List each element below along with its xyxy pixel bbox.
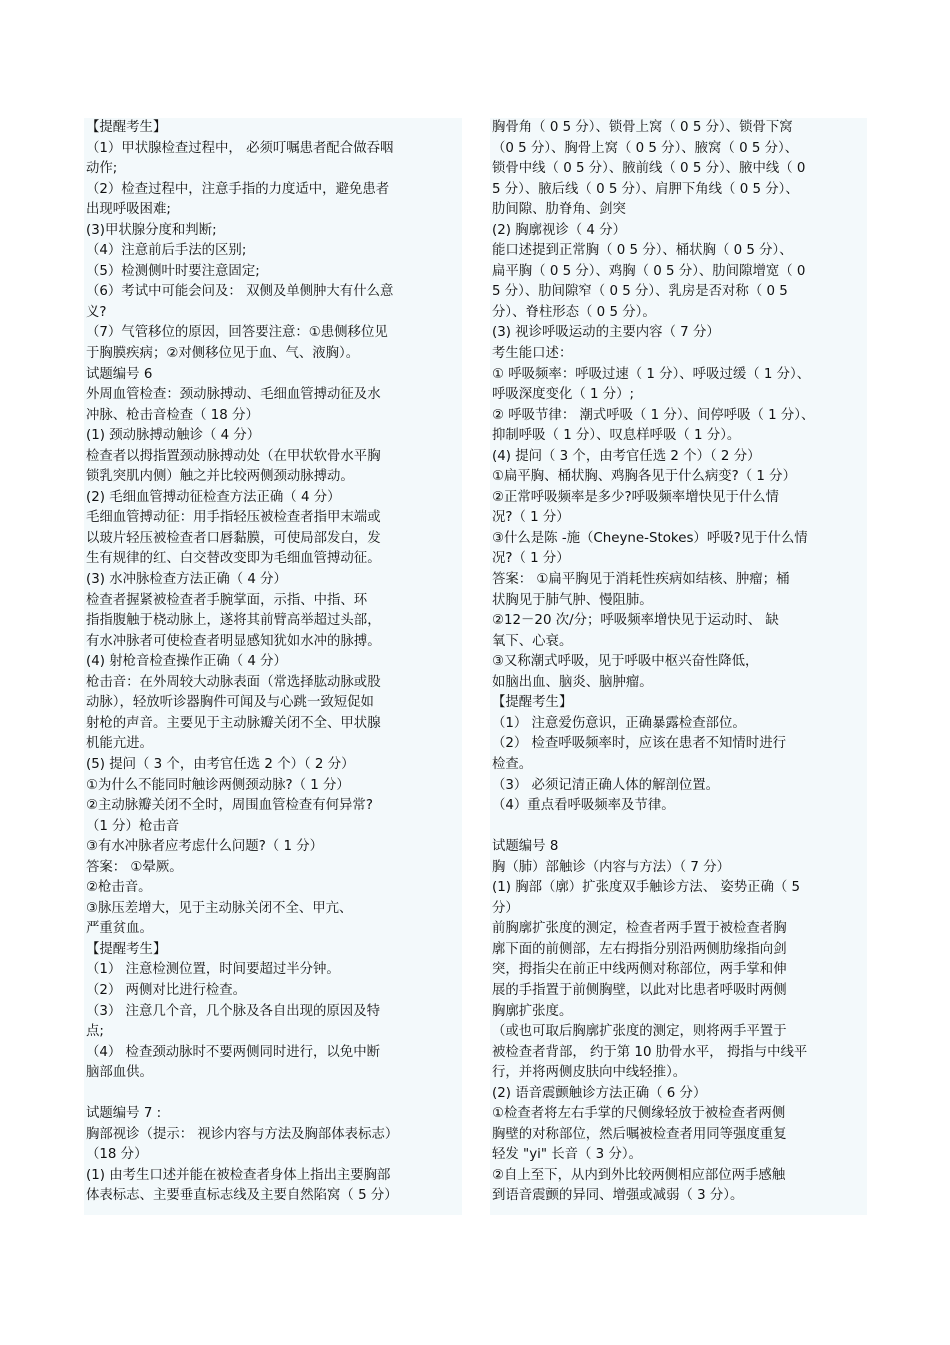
text-line: 检查者握紧被检查者手腕掌面，示指、中指、环 (86, 592, 368, 608)
text-line: 指指腹触于桡动脉上，遂将其前臂高举超过头部， (86, 613, 381, 629)
text-line: 突，拇指尖在前正中线两侧对称部位，两手掌和伸 (492, 962, 787, 978)
text-line: 抑制呼吸（ 1 分）、叹息样呼吸（ 1 分）。 (492, 428, 741, 444)
text-line: 如脑出血、脑炎、脑肿瘤。 (492, 674, 653, 690)
text-line: 脑部血供。 (86, 1065, 153, 1081)
left-column-lines (84, 118, 462, 1207)
text-line: ③脉压差增大，见于主动脉关闭不全、甲亢、 (86, 900, 353, 916)
text-line: (2) 胸廓视诊（ 4 分） (492, 222, 626, 238)
text-line: ①为什么不能同时触诊两侧颈动脉?（ 1 分） (86, 777, 350, 793)
text-line: ③有水冲脉者应考虑什么问题?（ 1 分） (86, 839, 324, 855)
text-line: 行，并将两侧皮肤向中线轻推）。 (492, 1065, 687, 1081)
text-line: 枪击音：在外周较大动脉表面（常选择肱动脉或股 (86, 674, 381, 690)
text-line: 扁平胸（ 0 5 分）、鸡胸（ 0 5 分）、肋间隙增宽（ 0 (492, 263, 806, 279)
text-line: （7）气管移位的原因，回答要注意：①患侧移位见 (86, 325, 388, 341)
text-line: （1） 注意爱伤意识，正确暴露检查部位。 (492, 715, 746, 731)
text-line: ②12－20 次/分；呼吸频率增快见于运动时、 缺 (492, 613, 779, 629)
text-line: （2） 检查呼吸频率时，应该在患者不知情时进行 (492, 736, 786, 752)
text-line: (1) 颈动脉搏动触诊（ 4 分） (86, 428, 261, 444)
text-line: ② 呼吸节律： 潮式呼吸（ 1 分）、间停呼吸（ 1 分）、 (492, 407, 815, 423)
text-line: 胸壁的对称部位，然后嘱被检查者用同等强度重复 (492, 1126, 787, 1142)
text-line: ②枪击音。 (86, 880, 152, 896)
text-line: 状胸见于肺气肿、慢阻肺。 (492, 592, 653, 608)
text-line: （1） 注意检测位置，时间要超过半分钟。 (86, 962, 340, 978)
text-line: 分） (492, 900, 519, 916)
text-line: 【提醒考生】 (86, 941, 167, 957)
text-line: (3) 视诊呼吸运动的主要内容（ 7 分） (492, 325, 720, 341)
text-line: (1) 胸部（廓）扩张度双手触诊方法、 姿势正确（ 5 (492, 880, 801, 896)
text-line: （或也可取后胸廓扩张度的测定，则将两手平置于 (492, 1024, 787, 1040)
text-line: ②正常呼吸频率是多少?呼吸频率增快见于什么情 (492, 489, 779, 505)
text-line: （1）甲状腺检查过程中， 必须叮嘱患者配合做吞咽 (86, 140, 394, 156)
text-line: （1 分）枪击音 (86, 818, 180, 834)
text-line: 外周血管检查：颈动脉搏动、毛细血管搏动征及水 (86, 387, 381, 403)
text-line: 于胸膜疾病；②对侧移位见于血、气、液胸）。 (86, 346, 360, 362)
text-line: ③什么是陈 -施（Cheyne-Stokes）呼吸?见于什么情 (492, 530, 808, 546)
text-line: 5 分）、腋后线（ 0 5 分）、肩胛下角线（ 0 5 分）、 (492, 181, 799, 197)
text-line: 展的手指置于前侧胸壁，以此对比患者呼吸时两侧 (492, 982, 787, 998)
text-line: （4）注意前后手法的区别; (86, 243, 247, 259)
text-line: 轻发 "yi" 长音（ 3 分）。 (492, 1147, 642, 1163)
text-line: 呼吸深度变化（ 1 分）; (492, 387, 635, 403)
text-line: 答案： ①扁平胸见于消耗性疾病如结核、肿瘤；桶 (492, 572, 790, 588)
text-line: ① 呼吸频率：呼吸过速（ 1 分）、呼吸过缓（ 1 分）、 (492, 366, 811, 382)
text-line: ①扁平胸、桶状胸、鸡胸各见于什么病变?（ 1 分） (492, 469, 796, 485)
text-line: 胸部视诊（提示： 视诊内容与方法及胸部体表标志） (86, 1126, 399, 1142)
text-line: 5 分）、肋间隙窄（ 0 5 分）、乳房是否对称（ 0 5 (492, 284, 788, 300)
text-line: (4) 提问（ 3 个，由考官任选 2 个）（ 2 分） (492, 448, 761, 464)
text-line: 毛细血管搏动征：用手指轻压被检查者指甲末端或 (86, 510, 381, 526)
text-line: （4）重点看呼吸频率及节律。 (492, 798, 675, 814)
text-line: (5) 提问（ 3 个，由考官任选 2 个）（ 2 分） (86, 756, 355, 772)
left-text-column (84, 118, 462, 1215)
text-line: (1) 由考生口述并能在被检查者身体上指出主要胸部 (86, 1167, 391, 1183)
text-line: 检查。 (492, 756, 533, 772)
text-line: ②主动脉瓣关闭不全时，周围血管检查有何异常? (86, 798, 373, 814)
text-line: 试题编号 6 (86, 366, 153, 382)
right-column-lines (490, 118, 867, 1207)
text-line: (2) 语音震颤触诊方法正确（ 6 分） (492, 1085, 707, 1101)
text-line: （2） 两侧对比进行检查。 (86, 982, 247, 998)
text-line: （5）检测侧叶时要注意固定; (86, 263, 260, 279)
right-text-column (490, 118, 867, 1215)
text-line: （4） 检查颈动脉时不要两侧同时进行，以免中断 (86, 1044, 380, 1060)
text-line: （18 分） (86, 1147, 148, 1163)
text-line: 况?（ 1 分） (492, 551, 570, 567)
text-line: 胸（肺）部触诊（内容与方法）（ 7 分） (492, 859, 730, 875)
text-line: 体表标志、主要垂直标志线及主要自然陷窝（ 5 分） (86, 1188, 398, 1204)
text-line: 生有规律的红、白交替改变即为毛细血管搏动征。 (86, 551, 381, 567)
text-line: 检查者以拇指置颈动脉搏动处（在甲状软骨水平胸 (86, 448, 381, 464)
text-line: 答案： ①晕厥。 (86, 859, 183, 875)
text-line: (3) 水冲脉检查方法正确（ 4 分） (86, 572, 287, 588)
text-line (492, 817, 865, 838)
text-line: （3） 注意几个音，几个脉及各自出现的原因及特 (86, 1003, 380, 1019)
text-line: 试题编号 8 (492, 839, 559, 855)
text-line: 廓下面的前侧部，左右拇指分别沿两侧肋缘指向剑 (492, 941, 787, 957)
text-line: 锁乳突肌内侧）触之并比较两侧颈动脉搏动。 (86, 469, 354, 485)
text-line: （3） 必须记清正确人体的解剖位置。 (492, 777, 720, 793)
text-line: 到语音震颤的异同、增强或减弱（ 3 分）。 (492, 1188, 744, 1204)
text-line: 肋间隙、肋脊角、剑突 (492, 202, 626, 218)
text-line: 被检查者背部， 约于第 10 肋骨水平， 拇指与中线平 (492, 1044, 808, 1060)
text-line: 分）、脊柱形态（ 0 5 分）。 (492, 304, 656, 320)
text-line: 胸廓扩张度。 (492, 1003, 573, 1019)
text-line: 动脉），轻放听诊器胸件可闻及与心跳一致短促如 (86, 695, 374, 711)
text-line: 氧下、心衰。 (492, 633, 573, 649)
text-line: ②自上至下，从内到外比较两侧相应部位两手感触 (492, 1167, 786, 1183)
text-line (86, 1084, 460, 1105)
text-line: 以玻片轻压被检查者口唇黏膜，可使局部发白，发 (86, 530, 381, 546)
text-line: 动作; (86, 161, 118, 177)
text-line: 义? (86, 304, 107, 320)
text-line: ③又称潮式呼吸，见于呼吸中枢兴奋性降低， (492, 654, 759, 670)
text-line: 【提醒考生】 (492, 695, 573, 711)
text-line: 出现呼吸困难; (86, 202, 171, 218)
text-line: （2）检查过程中，注意手指的力度适中，避免患者 (86, 181, 390, 197)
text-line: (3)甲状腺分度和判断; (86, 222, 217, 238)
text-line: 胸骨角（ 0 5 分）、锁骨上窝（ 0 5 分）、锁骨下窝 (492, 120, 793, 135)
text-line: 试题编号 7 : (86, 1106, 162, 1122)
text-line: 射枪的声音。主要见于主动脉瓣关闭不全、甲状腺 (86, 715, 381, 731)
text-line: （0 5 分）、胸骨上窝（ 0 5 分）、腋窝（ 0 5 分）、 (492, 140, 799, 156)
text-line: ①检查者将左右手掌的尺侧缘轻放于被检查者两侧 (492, 1106, 786, 1122)
text-line: 严重贫血。 (86, 921, 153, 937)
text-line: (4) 射枪音检查操作正确（ 4 分） (86, 654, 287, 670)
text-line: 锁骨中线（ 0 5 分）、腋前线（ 0 5 分）、腋中线（ 0 (492, 161, 806, 177)
text-line: （6）考试中可能会问及： 双侧及单侧肿大有什么意 (86, 284, 394, 300)
text-line: 考生能口述： (492, 346, 573, 362)
text-line: 有水冲脉者可使检查者明显感知犹如水冲的脉搏。 (86, 633, 381, 649)
text-line: 冲脉、枪击音检查（ 18 分） (86, 407, 259, 423)
text-line: 机能亢进。 (86, 736, 153, 752)
text-line: 【提醒考生】 (86, 120, 167, 135)
text-line: (2) 毛细血管搏动征检查方法正确（ 4 分） (86, 489, 341, 505)
text-line: 前胸廓扩张度的测定，检查者两手置于被检查者胸 (492, 921, 787, 937)
text-line: 能口述提到正常胸（ 0 5 分）、桶状胸（ 0 5 分）、 (492, 243, 793, 259)
text-line: 点; (86, 1024, 104, 1040)
text-line: 况?（ 1 分） (492, 510, 570, 526)
